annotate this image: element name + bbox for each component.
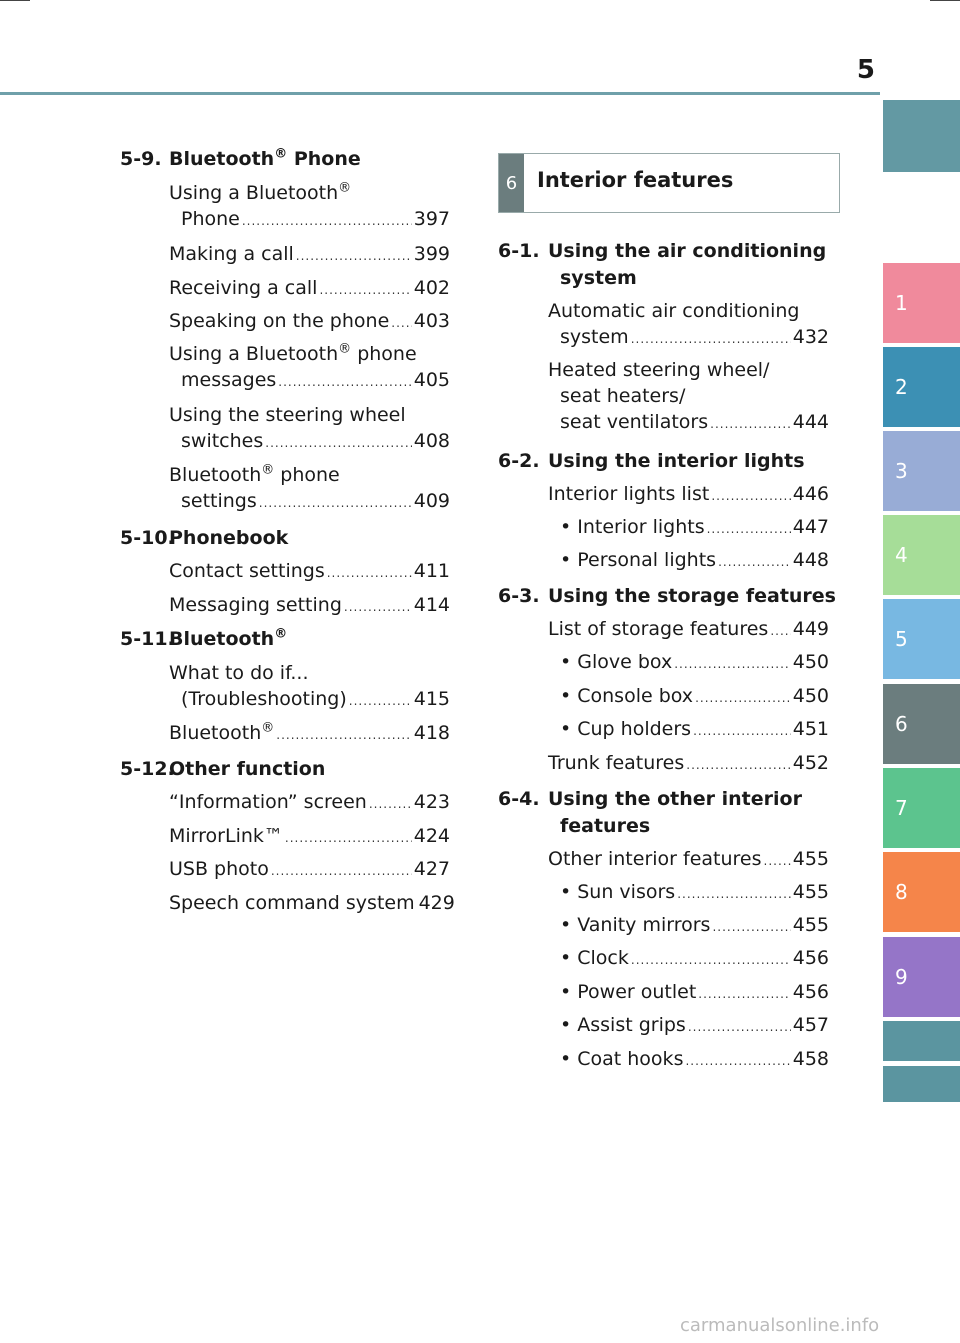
leader-dots — [695, 691, 791, 705]
page-ref: 423 — [413, 791, 450, 813]
page-ref: 448 — [792, 549, 829, 571]
toc-entry[interactable] — [169, 892, 455, 914]
section-number: 5-11. — [120, 628, 175, 650]
entry-label: Receiving a call — [169, 277, 318, 299]
toc-entry[interactable] — [169, 464, 450, 512]
chapter-tab-5[interactable]: 5 — [883, 599, 960, 679]
toc-entry[interactable] — [169, 791, 450, 813]
section-number: 6-4. — [498, 788, 540, 810]
page-ref: 405 — [413, 369, 450, 391]
entry-label: What to do if... — [169, 662, 309, 684]
section-title: Other function — [169, 758, 326, 780]
toc-entry[interactable] — [560, 651, 829, 673]
entry-label: • Coat hooks — [560, 1048, 684, 1070]
entry-label-cont: seat ventilators — [560, 411, 709, 433]
section-5-10[interactable] — [120, 527, 289, 549]
chapter-tab-blank[interactable] — [883, 1021, 960, 1061]
leader-dots — [712, 920, 790, 934]
toc-entry[interactable] — [548, 848, 829, 870]
toc-entry[interactable] — [560, 881, 829, 903]
leader-dots — [369, 797, 412, 811]
section-number: 5-9. — [120, 148, 162, 170]
chapter-title: Interior features — [537, 168, 734, 192]
toc-entry[interactable] — [548, 483, 829, 505]
entry-label: “Information” screen — [169, 791, 367, 813]
registered-mark: ® — [274, 146, 288, 162]
entry-label: Automatic air conditioning — [548, 300, 800, 322]
entry-label: Bluetooth — [169, 464, 262, 486]
toc-entry[interactable] — [548, 300, 829, 348]
toc-entry[interactable] — [169, 594, 450, 616]
page-ref: 457 — [792, 1014, 829, 1036]
toc-entry[interactable] — [560, 1014, 829, 1036]
toc-entry[interactable] — [560, 981, 829, 1003]
section-title: Using the interior lights — [548, 450, 805, 472]
chapter-tab-2[interactable]: 2 — [883, 347, 960, 427]
chapter-tab-6[interactable]: 6 — [883, 684, 960, 764]
toc-entry[interactable] — [169, 858, 450, 880]
toc-entry[interactable] — [548, 618, 829, 640]
entry-label-cont: (Troubleshooting) — [181, 688, 347, 710]
toc-entry[interactable] — [560, 1048, 829, 1070]
leader-dots — [344, 600, 412, 614]
page-ref: 451 — [792, 718, 829, 740]
leader-dots — [296, 249, 412, 263]
page-ref: 455 — [792, 914, 829, 936]
chapter-tab-1[interactable]: 1 — [883, 263, 960, 343]
leader-dots — [677, 887, 791, 901]
entry-label-cont: settings — [181, 490, 257, 512]
entry-label-cont: system — [560, 326, 629, 348]
toc-entry[interactable] — [560, 718, 829, 740]
toc-entry[interactable] — [169, 277, 450, 299]
page-ref: 418 — [413, 722, 450, 744]
entry-label: Using the steering wheel — [169, 404, 406, 426]
entry-label: Using a Bluetooth — [169, 343, 339, 365]
entry-label-cont: messages — [181, 369, 277, 391]
toc-entry[interactable] — [169, 343, 450, 391]
chapter-tab-3[interactable]: 3 — [883, 431, 960, 511]
section-number: 6-1. — [498, 240, 540, 262]
chapter-tab-4[interactable]: 4 — [883, 515, 960, 595]
entry-label: Contact settings — [169, 560, 325, 582]
entry-label: • Glove box — [560, 651, 673, 673]
section-number: 5-10. — [120, 527, 175, 549]
leader-dots — [259, 496, 412, 510]
entry-label: Interior lights list — [548, 483, 710, 505]
entry-label: • Personal lights — [560, 549, 717, 571]
entry-label: • Power outlet — [560, 981, 697, 1003]
page-ref: 447 — [792, 516, 829, 538]
section-title: Phonebook — [169, 527, 289, 549]
leader-dots — [707, 522, 791, 536]
entry-label-cont: Phone — [181, 208, 240, 230]
page-ref: 449 — [792, 618, 829, 640]
page-ref: 455 — [792, 881, 829, 903]
chapter-header-box — [498, 153, 840, 213]
chapter-tab-blank[interactable] — [883, 100, 960, 172]
page-ref: 450 — [792, 685, 829, 707]
leader-dots — [710, 417, 791, 431]
toc-entry[interactable] — [169, 722, 450, 744]
entry-label: Messaging setting — [169, 594, 342, 616]
entry-label-cont: seat heaters/ — [560, 385, 686, 407]
page-ref: 429 — [418, 892, 455, 914]
entry-label: Using a Bluetooth — [169, 182, 339, 204]
section-number: 6-2. — [498, 450, 540, 472]
leader-dots — [686, 758, 790, 772]
entry-label: Speaking on the phone — [169, 310, 390, 332]
entry-label: • Clock — [560, 947, 629, 969]
page-ref: 411 — [413, 560, 450, 582]
leader-dots — [242, 214, 412, 228]
entry-label: Heated steering wheel/ — [548, 359, 770, 381]
section-title: Using the other interior — [548, 788, 802, 810]
leader-dots — [349, 694, 412, 708]
leader-dots — [271, 864, 412, 878]
toc-entry[interactable] — [169, 182, 450, 230]
page-number: 5 — [856, 55, 875, 85]
entry-label: Other interior features — [548, 848, 762, 870]
chapter-tab-7[interactable]: 7 — [883, 768, 960, 848]
entry-label: MirrorLink™ — [169, 825, 283, 847]
toc-entry[interactable] — [169, 404, 450, 452]
crop-mark-top-left — [0, 0, 30, 1]
entry-label: • Sun visors — [560, 881, 676, 903]
entry-label-cont: switches — [181, 430, 264, 452]
entry-label: Making a call — [169, 243, 294, 265]
chapter-tab-8[interactable]: 8 — [883, 852, 960, 932]
entry-label: Trunk features — [548, 752, 685, 774]
page-ref: 452 — [792, 752, 829, 774]
leader-dots — [685, 1054, 790, 1068]
leader-dots — [711, 489, 790, 503]
page-ref: 403 — [413, 310, 450, 332]
entry-label: • Vanity mirrors — [560, 914, 711, 936]
section-6-4[interactable] — [498, 788, 802, 837]
page-ref: 402 — [413, 277, 450, 299]
leader-dots — [631, 953, 791, 967]
toc-entry[interactable] — [169, 825, 450, 847]
leader-dots — [693, 724, 791, 738]
entry-label: Bluetooth — [169, 722, 262, 744]
entry-label: USB photo — [169, 858, 269, 880]
page-ref: 455 — [792, 848, 829, 870]
entry-label-suffix: phone — [351, 343, 417, 365]
page-ref: 414 — [413, 594, 450, 616]
registered-mark: ® — [338, 180, 352, 196]
leader-dots — [698, 987, 790, 1001]
page-ref: 427 — [413, 858, 450, 880]
entry-label: • Assist grips — [560, 1014, 686, 1036]
registered-mark: ® — [338, 341, 352, 357]
page-ref: 458 — [792, 1048, 829, 1070]
entry-label: • Console box — [560, 685, 694, 707]
toc-entry[interactable] — [560, 685, 829, 707]
section-5-12[interactable] — [120, 758, 326, 780]
toc-entry[interactable] — [560, 516, 829, 538]
page-ref: 424 — [413, 825, 450, 847]
leader-dots — [391, 316, 411, 330]
registered-mark: ® — [261, 462, 275, 478]
header-rule — [0, 92, 880, 95]
section-title: Using the air conditioning — [548, 240, 827, 262]
section-6-3[interactable] — [498, 585, 836, 607]
page-ref: 397 — [413, 208, 450, 230]
section-6-2[interactable] — [498, 450, 805, 472]
leader-dots — [265, 436, 411, 450]
toc-entry[interactable] — [169, 560, 450, 582]
toc-entry[interactable] — [169, 243, 450, 265]
entry-label: List of storage features — [548, 618, 769, 640]
leader-dots — [718, 555, 791, 569]
toc-entry[interactable] — [560, 947, 829, 969]
leader-dots — [285, 831, 412, 845]
registered-mark: ® — [261, 720, 275, 736]
page-ref: 456 — [792, 947, 829, 969]
toc-entry[interactable] — [560, 549, 829, 571]
leader-dots — [278, 375, 411, 389]
chapter-number: 6 — [499, 154, 524, 212]
entry-label: • Cup holders — [560, 718, 692, 740]
page-ref: 450 — [792, 651, 829, 673]
page-ref: 408 — [413, 430, 450, 452]
leader-dots — [770, 624, 790, 638]
section-title-cont: system — [560, 267, 637, 289]
leader-dots — [674, 657, 791, 671]
chapter-tab-9[interactable]: 9 — [883, 937, 960, 1017]
page-ref: 444 — [792, 411, 829, 433]
leader-dots — [631, 332, 791, 346]
section-title: Bluetooth — [169, 628, 275, 650]
watermark: carmanualsonline.info — [680, 1315, 880, 1336]
section-5-11[interactable] — [120, 626, 288, 650]
page-ref: 456 — [792, 981, 829, 1003]
entry-label-suffix: phone — [274, 464, 340, 486]
page-ref: 415 — [413, 688, 450, 710]
leader-dots — [764, 854, 791, 868]
leader-dots — [319, 283, 411, 297]
entry-label: Speech command system — [169, 892, 415, 914]
toc-entry[interactable] — [560, 914, 829, 936]
toc-entry[interactable] — [548, 359, 829, 433]
section-title-suffix: Phone — [287, 148, 361, 170]
section-number: 5-12. — [120, 758, 175, 780]
page-ref: 399 — [413, 243, 450, 265]
leader-dots — [688, 1020, 791, 1034]
toc-entry[interactable] — [548, 752, 829, 774]
crop-mark-top-right — [930, 0, 960, 1]
leader-dots — [276, 728, 411, 742]
chapter-tab-blank[interactable] — [883, 1066, 960, 1102]
page-ref: 432 — [792, 326, 829, 348]
section-number: 6-3. — [498, 585, 540, 607]
section-title-cont: features — [560, 815, 651, 837]
section-6-1[interactable] — [498, 240, 827, 289]
section-title: Using the storage features — [548, 585, 836, 607]
leader-dots — [327, 566, 412, 580]
toc-entry[interactable] — [169, 662, 450, 710]
registered-mark: ® — [274, 626, 288, 642]
section-5-9[interactable] — [120, 146, 361, 170]
page-ref: 409 — [413, 490, 450, 512]
section-title: Bluetooth — [169, 148, 275, 170]
page-ref: 446 — [792, 483, 829, 505]
entry-label: • Interior lights — [560, 516, 705, 538]
toc-entry[interactable] — [169, 310, 450, 332]
